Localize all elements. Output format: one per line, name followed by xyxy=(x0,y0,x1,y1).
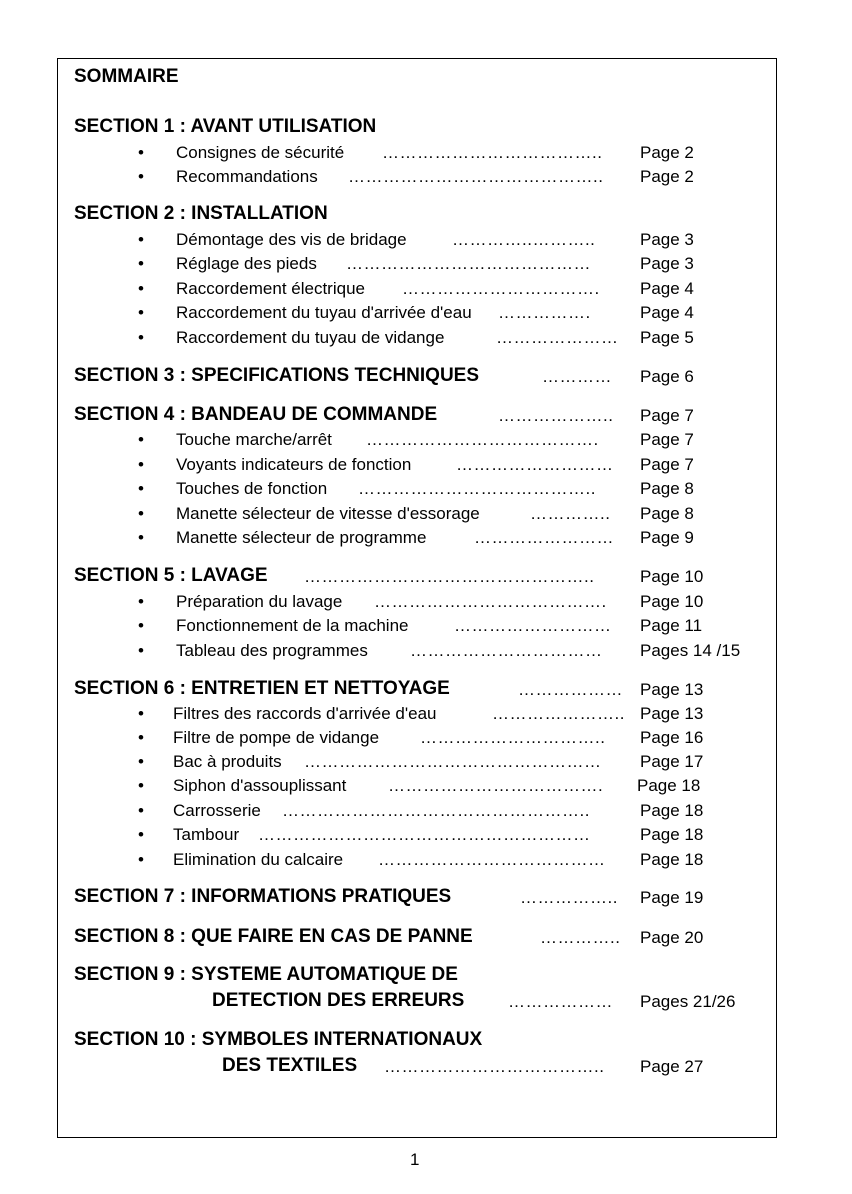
toc-item-label: Carrosserie xyxy=(173,801,261,820)
bullet-icon: • xyxy=(138,801,144,820)
page-number: 1 xyxy=(410,1150,420,1169)
bullet-icon: • xyxy=(138,167,144,186)
section-9-heading: SECTION 9 : SYSTEME AUTOMATIQUE DE xyxy=(74,964,458,985)
toc-leader-dots: ……………………………….. xyxy=(384,1057,605,1076)
section-10-heading-cont: DES TEXTILES xyxy=(222,1055,358,1076)
toc-item-page[interactable]: Page 9 xyxy=(640,528,694,547)
toc-item-page[interactable]: Page 8 xyxy=(640,504,694,523)
section-3-heading: SECTION 3 : SPECIFICATIONS TECHNIQUES xyxy=(74,365,480,386)
toc-leader-dots: …………………………… xyxy=(410,641,603,660)
bullet-icon: • xyxy=(138,850,144,869)
bullet-icon: • xyxy=(138,825,144,844)
toc-item-label: Réglage des pieds xyxy=(176,254,317,273)
toc-item-page[interactable]: Page 2 xyxy=(640,143,694,162)
bullet-icon: • xyxy=(138,616,144,635)
toc-leader-dots: ……………….. xyxy=(498,406,614,425)
page-title: SOMMAIRE xyxy=(74,66,179,87)
toc-item-label: Consignes de sécurité xyxy=(176,143,345,162)
toc-item-page[interactable]: Page 17 xyxy=(640,752,704,771)
toc-item-page[interactable]: Page 18 xyxy=(640,850,704,869)
section-7-heading: SECTION 7 : INFORMATIONS PRATIQUES xyxy=(74,886,452,907)
section-4-heading: SECTION 4 : BANDEAU DE COMMANDE xyxy=(74,404,438,425)
bullet-icon: • xyxy=(138,430,144,449)
toc-item-label: Voyants indicateurs de fonction xyxy=(176,455,412,474)
toc-leader-dots: ………… xyxy=(542,367,612,386)
section-10-heading: SECTION 10 : SYMBOLES INTERNATIONAUX xyxy=(74,1029,483,1050)
toc-leader-dots: …………………………………………… xyxy=(304,752,602,771)
toc-section-page[interactable]: Pages 21/26 xyxy=(640,992,736,1011)
toc-item-label: Elimination du calcaire xyxy=(173,850,344,869)
toc-item-page[interactable]: Page 18 xyxy=(640,801,704,820)
bullet-icon: • xyxy=(138,704,144,723)
toc-item-page[interactable]: Page 7 xyxy=(640,430,694,449)
toc-item-label: Filtre de pompe de vidange xyxy=(173,728,380,747)
toc-section-page[interactable]: Page 13 xyxy=(640,680,704,699)
toc-item-page[interactable]: Page 3 xyxy=(640,230,694,249)
toc-item-page[interactable]: Page 4 xyxy=(640,303,694,322)
toc-item-label: Manette sélecteur de programme xyxy=(176,528,427,547)
toc-item-page[interactable]: Page 4 xyxy=(640,279,694,298)
bullet-icon: • xyxy=(138,254,144,273)
toc-item-label: Bac à produits xyxy=(173,752,282,771)
bullet-icon: • xyxy=(138,752,144,771)
section-8-heading: SECTION 8 : QUE FAIRE EN CAS DE PANNE xyxy=(74,926,473,947)
toc-section-page[interactable]: Page 19 xyxy=(640,888,704,907)
toc-item-page[interactable]: Page 2 xyxy=(640,167,694,186)
section-1-heading: SECTION 1 : AVANT UTILISATION xyxy=(74,116,377,137)
toc-leader-dots: ……………………………….. xyxy=(382,143,603,162)
bullet-icon: • xyxy=(138,776,144,795)
bullet-icon: • xyxy=(138,303,144,322)
bullet-icon: • xyxy=(138,143,144,162)
toc-item-label: Raccordement du tuyau de vidange xyxy=(176,328,445,347)
toc-leader-dots: ………………………………….. xyxy=(358,479,596,498)
bullet-icon: • xyxy=(138,528,144,547)
bullet-icon: • xyxy=(138,641,144,660)
bullet-icon: • xyxy=(138,279,144,298)
toc-item-label: Tableau des programmes xyxy=(176,641,368,660)
toc-leader-dots: ………………………………………………… xyxy=(258,825,591,844)
toc-leader-dots: ……………………… xyxy=(456,455,614,474)
toc-leader-dots: …………………… xyxy=(474,528,614,547)
section-2-heading: SECTION 2 : INSTALLATION xyxy=(74,203,328,224)
toc-leader-dots: ……………. xyxy=(498,303,591,322)
toc-item-page[interactable]: Page 10 xyxy=(640,592,704,611)
toc-item-label: Fonctionnement de la machine xyxy=(176,616,409,635)
bullet-icon: • xyxy=(138,504,144,523)
toc-section-page[interactable]: Page 6 xyxy=(640,367,694,386)
toc-item-page[interactable]: Page 5 xyxy=(640,328,694,347)
bullet-icon: • xyxy=(138,230,144,249)
section-5-heading: SECTION 5 : LAVAGE xyxy=(74,565,268,586)
toc-item-page[interactable]: Page 18 xyxy=(637,776,701,795)
toc-item-page[interactable]: Page 11 xyxy=(640,616,703,635)
bullet-icon: • xyxy=(138,479,144,498)
toc-leader-dots: ………………………………………….. xyxy=(304,567,595,586)
toc-leader-dots: ………….. xyxy=(540,928,621,947)
bullet-icon: • xyxy=(138,328,144,347)
toc-leader-dots: ……………………… xyxy=(454,616,612,635)
toc-leader-dots: …………..……….. xyxy=(452,230,596,249)
section-9-heading-cont: DETECTION DES ERREURS xyxy=(212,990,465,1011)
toc-section-page[interactable]: Page 27 xyxy=(640,1057,704,1076)
toc-leader-dots: …………………………………………….. xyxy=(282,801,590,820)
toc-item-label: Raccordement électrique xyxy=(176,279,365,298)
toc-leader-dots: ………….. xyxy=(530,504,611,523)
toc-leader-dots: ……………… xyxy=(518,680,623,699)
toc-item-label: Siphon d'assouplissant xyxy=(173,776,347,795)
toc-item-label: Touche marche/arrêt xyxy=(176,430,332,449)
toc-item-page[interactable]: Page 3 xyxy=(640,254,694,273)
bullet-icon: • xyxy=(138,728,144,747)
toc-item-label: Raccordement du tuyau d'arrivée d'eau xyxy=(176,303,472,322)
toc-item-page[interactable]: Pages 14 /15 xyxy=(640,641,741,660)
toc-item-label: Tambour xyxy=(173,825,240,844)
toc-leader-dots: ……………………………. xyxy=(402,279,600,298)
toc-item-page[interactable]: Page 16 xyxy=(640,728,704,747)
toc-section-page[interactable]: Page 20 xyxy=(640,928,704,947)
toc-item-page[interactable]: Page 8 xyxy=(640,479,694,498)
section-6-heading: SECTION 6 : ENTRETIEN ET NETTOYAGE xyxy=(74,678,450,699)
toc-item-page[interactable]: Page 7 xyxy=(640,455,694,474)
toc-item-page[interactable]: Page 18 xyxy=(640,825,704,844)
toc-leader-dots: …………………………………. xyxy=(366,430,599,449)
toc-item-label: Touches de fonction xyxy=(176,479,328,498)
bullet-icon: • xyxy=(138,455,144,474)
toc-item-page[interactable]: Page 13 xyxy=(640,704,704,723)
toc-leader-dots: ……………… xyxy=(508,992,613,1011)
toc-section-page[interactable]: Page 10 xyxy=(640,567,704,586)
toc-leader-dots: …………….. xyxy=(520,888,618,907)
toc-leader-dots: ………………………………… xyxy=(378,850,606,869)
toc-section-page[interactable]: Page 7 xyxy=(640,406,694,425)
bullet-icon: • xyxy=(138,592,144,611)
toc-leader-dots: ………………….. xyxy=(492,704,625,723)
toc-item-label: Démontage des vis de bridage xyxy=(176,230,407,249)
toc-item-label: Recommandations xyxy=(176,167,318,186)
toc-leader-dots: ………………… xyxy=(496,328,619,347)
toc-leader-dots: ………………………………. xyxy=(388,776,604,795)
toc-leader-dots: ………………………….. xyxy=(420,728,606,747)
toc-item-label: Préparation du lavage xyxy=(176,592,343,611)
toc-item-label: Filtres des raccords d'arrivée d'eau xyxy=(173,704,437,723)
toc-leader-dots: …………………………………. xyxy=(374,592,607,611)
toc-leader-dots: …………………………………….. xyxy=(348,167,604,186)
toc-item-label: Manette sélecteur de vitesse d'essorage xyxy=(176,504,480,523)
toc-leader-dots: …………………………………… xyxy=(346,254,591,273)
